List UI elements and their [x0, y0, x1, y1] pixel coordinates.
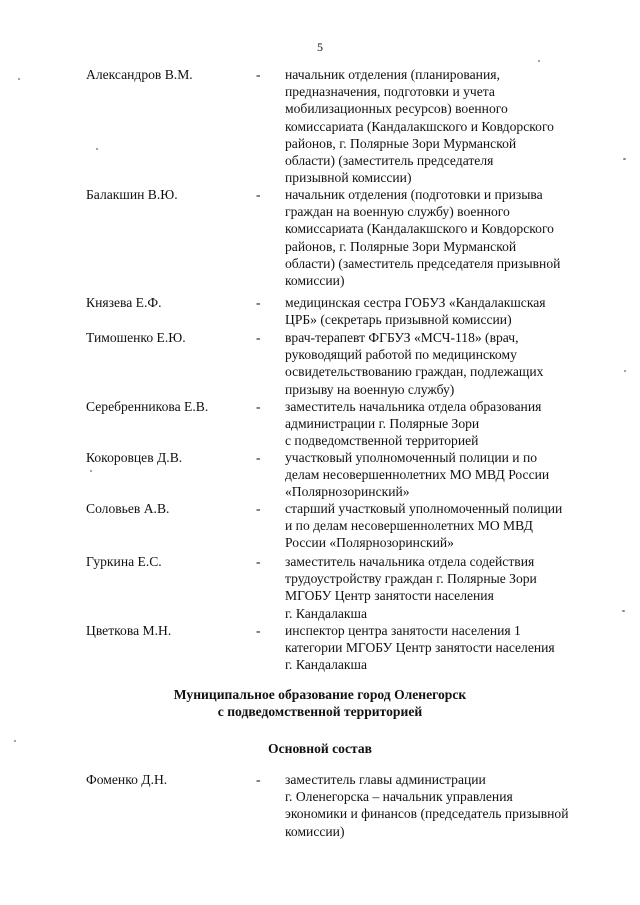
- section-heading-line-1: Муниципальное образование город Оленегорск: [173, 687, 467, 702]
- member-position: [285, 553, 603, 622]
- position-line: МГОБУ Центр занятости населения: [285, 588, 494, 604]
- position-line: комиссии): [285, 273, 345, 289]
- position-line: инспектор центра занятости населения 1: [285, 623, 521, 638]
- position-line: заместитель начальника отдела образования: [285, 399, 542, 414]
- position-line: врач-терапевт ФГБУЗ «МСЧ-118» (врач,: [285, 330, 519, 345]
- position-line: и по делам несовершеннолетних МО МВД: [285, 518, 533, 534]
- position-line: мобилизационных ресурсов) военного: [285, 101, 508, 117]
- page-number: 5: [317, 40, 323, 54]
- scan-speck: [14, 740, 16, 742]
- dash-separator: -: [256, 450, 261, 465]
- dash-separator: -: [256, 187, 261, 202]
- position-line: г. Оленегорска – начальник управления: [285, 789, 513, 805]
- position-line: делам несовершеннолетних МО МВД России: [285, 467, 550, 483]
- position-line: медицинская сестра ГОБУЗ «Кандалакшская: [285, 295, 546, 310]
- scan-speck: [623, 158, 626, 160]
- scan-speck: [624, 370, 626, 372]
- position-line: районов, г. Полярные Зори Мурманской: [285, 135, 517, 151]
- member-name: Балакшин В.Ю.: [86, 187, 178, 202]
- member-position: [285, 771, 603, 840]
- scan-speck: [90, 470, 92, 472]
- member-name: Гуркина Е.С.: [86, 554, 162, 569]
- dash-separator: -: [256, 399, 261, 414]
- scan-speck: [538, 60, 540, 62]
- position-line: трудоустройству граждан г. Полярные Зори: [285, 571, 537, 587]
- dash-separator: -: [256, 772, 261, 787]
- position-line: с подведомственной территорией: [285, 433, 479, 449]
- scan-speck: [622, 610, 625, 612]
- position-line: заместитель главы администрации: [285, 772, 486, 787]
- member-position: [285, 294, 603, 328]
- member-position: [285, 622, 603, 674]
- subheading: Основной состав: [268, 741, 372, 756]
- position-line: «Полярнозоринский»: [285, 484, 410, 500]
- position-line: комиссии): [285, 823, 345, 839]
- member-position: [285, 186, 603, 289]
- section-heading: [0, 686, 640, 720]
- scan-speck: [96, 148, 98, 150]
- position-line: начальник отделения (планирования,: [285, 67, 500, 82]
- member-position: [285, 500, 603, 552]
- member-position: [285, 449, 603, 501]
- dash-separator: -: [256, 67, 261, 82]
- position-line: ЦРБ» (секретарь призывной комиссии): [285, 312, 512, 328]
- member-name: Соловьев А.В.: [86, 501, 170, 516]
- member-name: Александров В.М.: [86, 67, 193, 82]
- dash-separator: -: [256, 330, 261, 345]
- position-line: участковый уполномоченный полиции и по: [285, 450, 538, 465]
- position-line: районов, г. Полярные Зори Мурманской: [285, 238, 517, 254]
- position-line: комиссариата (Кандалакшского и Ковдорского: [285, 118, 554, 134]
- position-line: области) (заместитель председателя: [285, 153, 494, 169]
- dash-separator: -: [256, 623, 261, 638]
- member-name: Князева Е.Ф.: [86, 295, 162, 310]
- position-line: призывной комиссии): [285, 170, 412, 186]
- member-name: Тимошенко Е.Ю.: [86, 330, 186, 345]
- position-line: руководящий работой по медицинскому: [285, 347, 517, 363]
- member-name: Серебренникова Е.В.: [86, 399, 209, 414]
- position-line: граждан на военную службу) военного: [285, 204, 510, 220]
- member-position: [285, 66, 603, 186]
- position-line: предназначения, подготовки и учета: [285, 84, 495, 100]
- section-heading-line-2: с подведомственной территорией: [217, 704, 423, 720]
- member-position: [285, 329, 603, 398]
- position-line: старший участковый уполномоченный полиции: [285, 501, 563, 516]
- position-line: освидетельствованию граждан, подлежащих: [285, 364, 544, 380]
- member-name: Фоменко Д.Н.: [86, 772, 168, 787]
- member-position: [285, 398, 603, 450]
- position-line: области) (заместитель председателя призывной: [285, 255, 561, 271]
- position-line: категории МГОБУ Центр занятости населения: [285, 640, 555, 656]
- position-line: г. Кандалакша: [285, 657, 368, 673]
- position-line: экономики и финансов (председатель призывной: [285, 806, 569, 822]
- dash-separator: -: [256, 554, 261, 569]
- position-line: администрации г. Полярные Зори: [285, 416, 480, 432]
- position-line: начальник отделения (подготовки и призыва: [285, 187, 543, 202]
- dash-separator: -: [256, 295, 261, 310]
- position-line: России «Полярнозоринский»: [285, 535, 454, 551]
- dash-separator: -: [256, 501, 261, 516]
- scan-speck: [18, 78, 20, 80]
- member-name: Кокоровцев Д.В.: [86, 450, 183, 465]
- position-line: призыву на военную службу): [285, 381, 455, 397]
- position-line: комиссариата (Кандалакшского и Ковдорского: [285, 221, 554, 237]
- member-name: Цветкова М.Н.: [86, 623, 172, 638]
- position-line: г. Кандалакша: [285, 605, 368, 621]
- position-line: заместитель начальника отдела содействия: [285, 554, 535, 569]
